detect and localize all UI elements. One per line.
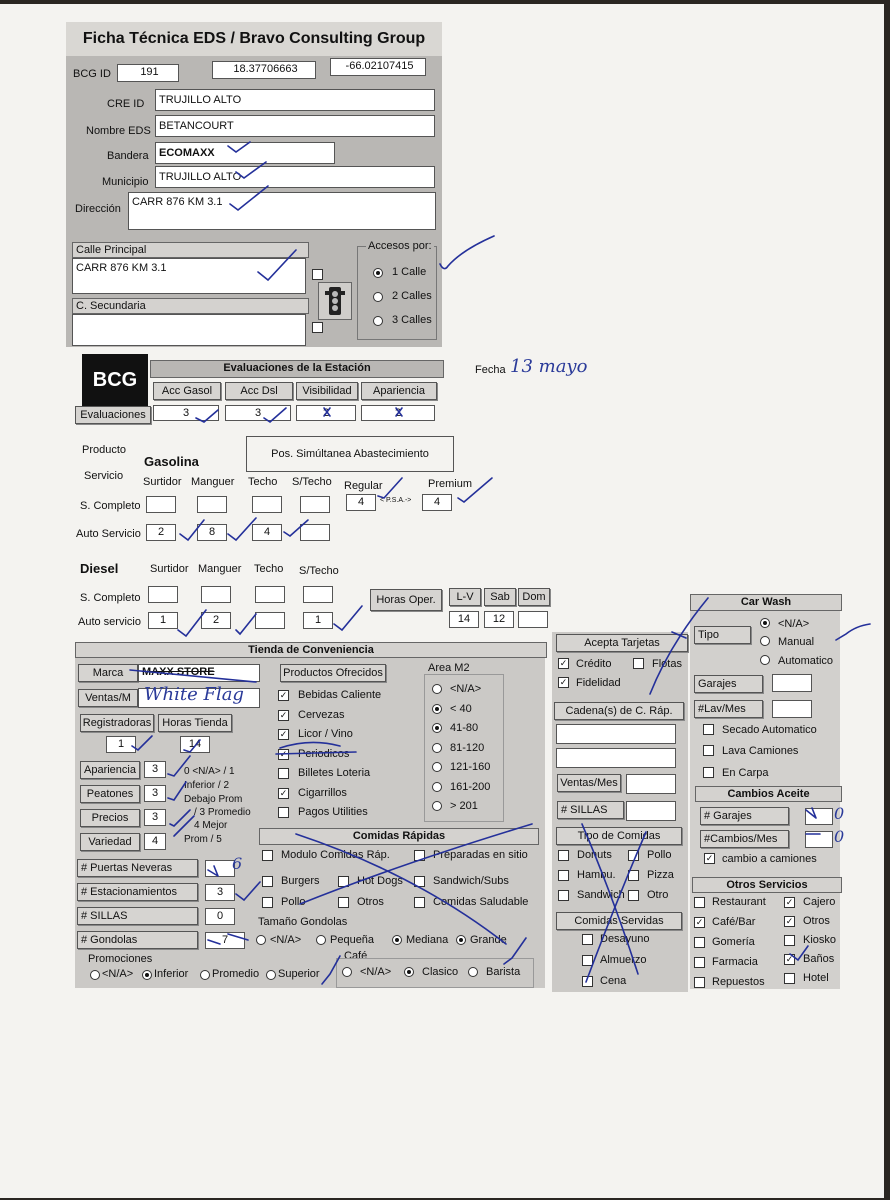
horas-oper-button[interactable]: Horas Oper.	[370, 589, 442, 611]
carwash-garajes-label: Garajes	[694, 675, 763, 693]
scale-1: 0 <N/A> / 1	[184, 766, 235, 777]
comidas-servidas-header: Comidas Servidas	[556, 912, 682, 930]
productos-header: Productos Ofrecidos	[280, 664, 386, 682]
acc-dsl-value[interactable]: 3	[225, 405, 291, 421]
producto-label: Pagos Utilities	[298, 806, 368, 818]
cadena-ventas-label: Ventas/Mes	[557, 774, 621, 792]
marca-field[interactable]: MAXX STORE	[138, 664, 260, 682]
nombre-eds-field[interactable]: BETANCOURT	[155, 115, 435, 137]
gondolas-field[interactable]: 7	[205, 932, 245, 949]
dsl-col-stecho: S/Techo	[299, 565, 339, 577]
longitude-field[interactable]: -66.02107415	[330, 58, 426, 76]
tipo-comida-option: Donuts	[577, 849, 612, 861]
apariencia-field[interactable]: 3	[144, 761, 166, 778]
fecha-label: Fecha	[475, 364, 506, 376]
comida-option: Sandwich/Subs	[433, 875, 509, 887]
acc-gasol-col: Acc Gasol	[153, 382, 221, 400]
fidelidad-label: Fidelidad	[576, 677, 621, 689]
comida-option: Hot Dogs	[357, 875, 403, 887]
carwash-header: Car Wash	[690, 594, 842, 611]
acc-gasol-value[interactable]: 3	[153, 405, 219, 421]
producto-label: Cigarrillos	[298, 786, 347, 799]
promocion-option: Superior	[278, 968, 320, 980]
tamano-option: Mediana	[406, 934, 449, 946]
calle-principal-field[interactable]: CARR 876 KM 3.1	[72, 258, 306, 294]
tamano-option: Pequeña	[330, 934, 375, 946]
servida-option: Almuerzo	[600, 954, 647, 966]
comidas-header: Comidas Rápidas	[259, 828, 539, 845]
scale-3: Debajo Prom	[184, 794, 243, 805]
flotas-label: Flotas	[652, 658, 682, 670]
area-option: 161-200	[450, 780, 491, 793]
visibilidad-value[interactable]: 2	[296, 405, 356, 421]
dsl-col-techo: Techo	[254, 563, 284, 575]
promociones-label: Promociones	[88, 953, 153, 965]
regular-field[interactable]: 4	[346, 494, 376, 511]
dsl-auto-servicio-label: Auto servicio	[78, 616, 141, 628]
horas-tienda-label: Horas Tienda	[158, 714, 232, 732]
carwash-lav-label: #Lav/Mes	[694, 700, 763, 718]
bcg-id-label: BCG ID	[73, 68, 111, 80]
accesos-label: Accesos por:	[368, 240, 432, 252]
precios-label: Precios	[80, 809, 140, 827]
servicio-label: Servicio	[84, 470, 124, 482]
promocion-option: Inferior	[154, 968, 189, 980]
apariencia-col: Apariencia	[361, 382, 437, 400]
variedad-field[interactable]: 4	[144, 833, 166, 850]
en-carpa-label: En Carpa	[722, 767, 769, 779]
otros-right-checkbox[interactable]: ✓	[785, 897, 794, 907]
calle-principal-label: Calle Principal	[72, 242, 309, 258]
dsl-as-stecho[interactable]: 1	[303, 612, 333, 629]
carwash-auto-label: Automatico	[778, 655, 834, 667]
nombre-eds-label: Nombre EDS	[86, 125, 151, 137]
gas-as-surtidor[interactable]: 2	[146, 524, 176, 541]
bcg-logo: BCG	[82, 354, 148, 406]
tipo-comida-option: Otro	[647, 889, 669, 901]
puertas-label: # Puertas Neveras	[77, 859, 198, 877]
registradoras-field[interactable]: 1	[106, 736, 136, 753]
scale-6: Prom / 5	[184, 834, 222, 845]
producto-label: Periodicos	[298, 747, 350, 760]
scale-4: / 3 Promedio	[194, 807, 251, 818]
cadena-header: Cadena(s) de C. Ráp.	[554, 702, 684, 720]
producto-checkbox[interactable]: ✓	[279, 748, 288, 759]
tarjetas-header: Acepta Tarjetas	[556, 634, 688, 652]
gas-s-completo-label: S. Completo	[80, 500, 141, 512]
otros-left-label: Café/Bar	[712, 916, 756, 928]
tienda-header: Tienda de Conveniencia	[75, 642, 547, 658]
aceite-garajes-handwritten: 0	[834, 804, 845, 823]
tipo-comida-option: Hambu.	[577, 869, 616, 881]
area-option: 81-120	[450, 741, 485, 754]
hours-lv-field[interactable]: 14	[449, 611, 479, 628]
area-option: <N/A>	[450, 683, 482, 695]
dsl-col-surtidor: Surtidor	[150, 563, 189, 575]
lava-camiones-label: Lava Camiones	[722, 745, 799, 757]
ventas-label: Ventas/M	[78, 689, 138, 707]
otros-left-label: Farmacia	[712, 956, 758, 968]
horas-tienda-field[interactable]: 14	[180, 736, 210, 753]
gas-col-stecho: S/Techo	[292, 476, 332, 488]
dsl-as-manguer[interactable]: 2	[201, 612, 231, 629]
otros-left-checkbox[interactable]: ✓	[695, 917, 704, 927]
area-option: 121-160	[450, 761, 491, 773]
peatones-label: Peatones	[80, 785, 140, 803]
fecha-handwritten: 13 mayo	[510, 356, 588, 377]
paper-sheet	[0, 4, 884, 1198]
evaluaciones-header: Evaluaciones de la Estación	[150, 360, 444, 378]
gas-col-techo: Techo	[248, 476, 278, 488]
tienda-sillas-label: # SILLAS	[77, 907, 198, 925]
accesos-option-3: 3 Calles	[392, 314, 432, 326]
gasolina-title: Gasolina	[144, 454, 199, 469]
cafe-option: <N/A>	[360, 966, 392, 978]
otros-right-checkbox[interactable]: ✓	[785, 916, 794, 926]
carwash-na-label: <N/A>	[778, 618, 810, 630]
producto-label: Producto	[82, 444, 127, 456]
dsl-s-completo-label: S. Completo	[80, 592, 141, 604]
comida-option: Burgers	[281, 875, 320, 887]
direccion-label: Dirección	[75, 203, 121, 215]
scale-5: 4 Mejor	[194, 820, 228, 831]
otros-right-checkbox[interactable]: ✓	[785, 954, 794, 964]
precios-field[interactable]: 3	[144, 809, 166, 826]
credito-checkbox[interactable]: ✓	[559, 658, 568, 668]
gas-col-manguer: Manguer	[191, 476, 235, 488]
diesel-title: Diesel	[80, 561, 119, 576]
servida-option: Cena	[600, 975, 627, 987]
cre-id-field[interactable]: TRUJILLO ALTO	[155, 89, 435, 111]
pos-simultanea-label: Pos. Simúltanea Abastecimiento	[246, 436, 454, 472]
bandera-label: Bandera	[107, 150, 149, 162]
area-option: 41-80	[450, 722, 479, 734]
tipo-comidas-header: Tipo de Comidas	[556, 827, 682, 845]
aceite-cambios-label: #Cambios/Mes	[700, 830, 789, 848]
otros-left-label: Repuestos	[712, 976, 765, 988]
registradoras-label: Registradoras	[80, 714, 154, 732]
comida-option: Comidas Saludable	[433, 896, 529, 908]
apariencia-label: Apariencia	[80, 761, 140, 779]
tamano-option: Grande	[470, 934, 507, 946]
estacionamientos-label: # Estacionamientos	[77, 883, 198, 901]
gas-auto-servicio-label: Auto Servicio	[76, 528, 141, 540]
cafe-option: Clasico	[422, 966, 459, 978]
accesos-option-1: 1 Calle	[392, 266, 427, 278]
peatones-field[interactable]: 3	[144, 785, 166, 802]
secado-label: Secado Automatico	[722, 724, 817, 736]
area-label: Area M2	[428, 662, 470, 674]
otros-right-label: Kiosko	[803, 934, 837, 946]
psa-label: < P.S.A.->	[380, 497, 412, 504]
carwash-tipo-label: Tipo	[694, 626, 751, 644]
premium-label: Premium	[428, 478, 473, 490]
form-title: Ficha Técnica EDS / Bravo Consulting Group	[66, 22, 442, 56]
producto-checkbox[interactable]: ✓	[279, 709, 288, 720]
puertas-handwritten: 6	[232, 854, 243, 873]
comida-option: Preparadas en sitio	[433, 849, 528, 861]
hours-sab-field[interactable]: 12	[484, 611, 514, 628]
producto-label: Licor / Vino	[298, 728, 353, 740]
servida-option: Desayuno	[600, 933, 650, 945]
cadena-sillas-label: # SILLAS	[557, 801, 624, 819]
promocion-option: Promedio	[212, 968, 260, 980]
producto-label: Cervezas	[298, 708, 345, 721]
municipio-label: Municipio	[102, 176, 149, 188]
municipio-field[interactable]: TRUJILLO ALTO	[155, 166, 435, 188]
latitude-field[interactable]: 18.37706663	[212, 61, 316, 79]
bandera-field[interactable]: ECOMAXX	[155, 142, 335, 164]
variedad-label: Variedad	[80, 833, 140, 851]
producto-checkbox[interactable]: ✓	[279, 729, 288, 739]
marca-label: Marca	[78, 664, 138, 682]
gas-col-surtidor: Surtidor	[143, 476, 182, 488]
premium-field[interactable]: 4	[422, 494, 452, 511]
otros-right-label: Otros	[803, 915, 830, 927]
otros-right-label: Hotel	[803, 972, 829, 984]
cafe-option: Barista	[486, 966, 521, 978]
carwash-manual-label: Manual	[778, 636, 815, 648]
direccion-field[interactable]: CARR 876 KM 3.1	[128, 192, 436, 230]
comida-option: Pollo	[281, 896, 306, 908]
cafe-label: Café	[344, 950, 368, 962]
gas-as-techo[interactable]: 4	[252, 524, 282, 541]
tipo-comida-option: Pizza	[647, 869, 674, 881]
producto-label: Bebidas Caliente	[298, 689, 382, 701]
handwritten-marks	[0, 4, 884, 1198]
credito-label: Crédito	[576, 658, 612, 670]
otros-left-label: Gomería	[712, 936, 755, 948]
hours-day-dom: Dom	[518, 588, 550, 606]
cre-id-label: CRE ID	[107, 98, 145, 110]
comida-option: Modulo Comidas Ráp.	[281, 849, 390, 861]
visibilidad-col: Visibilidad	[296, 382, 358, 400]
aceite-header: Cambios Aceite	[695, 786, 842, 802]
tienda-sillas-field[interactable]: 0	[205, 908, 235, 925]
tamano-option: <N/A>	[270, 934, 302, 946]
regular-label: Regular	[344, 480, 383, 492]
dsl-col-manguer: Manguer	[198, 563, 242, 575]
evaluaciones-button[interactable]: Evaluaciones	[75, 406, 151, 424]
dsl-as-surtidor[interactable]: 1	[148, 612, 178, 629]
accesos-option-2: 2 Calles	[392, 290, 432, 302]
acc-dsl-col: Acc Dsl	[225, 382, 293, 400]
gas-as-manguer[interactable]: 8	[197, 524, 227, 541]
tipo-comida-option: Pollo	[647, 849, 672, 861]
calle-secundaria-label: C. Secundaria	[72, 298, 309, 314]
hours-day-lv: L-V	[449, 588, 481, 606]
gondolas-label: # Gondolas	[77, 931, 198, 949]
bcg-id-field[interactable]: 191	[117, 64, 179, 82]
estacionamientos-field[interactable]: 3	[205, 884, 235, 901]
apariencia-value[interactable]: 2	[361, 405, 435, 421]
fidelidad-checkbox[interactable]: ✓	[559, 677, 568, 687]
producto-checkbox[interactable]: ✓	[279, 690, 288, 700]
cambio-camiones-checkbox[interactable]: ✓	[705, 853, 714, 863]
ventas-handwritten: White Flag	[144, 684, 244, 705]
hours-day-sab: Sab	[484, 588, 516, 606]
area-option: < 40	[450, 702, 472, 715]
otros-left-label: Restaurant	[712, 896, 766, 908]
tamano-label: Tamaño Gondolas	[258, 916, 348, 928]
scale-2: Inferior / 2	[184, 780, 230, 791]
otros-right-label: Baños	[803, 953, 835, 965]
comida-option: Otros	[357, 896, 384, 908]
area-option: > 201	[450, 800, 478, 812]
otros-header: Otros Servicios	[692, 877, 842, 893]
cambio-camiones-label: cambio a camiones	[722, 853, 817, 865]
producto-label: Billetes Loteria	[298, 767, 371, 779]
promocion-option: <N/A>	[102, 968, 134, 980]
tipo-comida-option: Sandwich	[577, 889, 625, 901]
aceite-cambios-handwritten: 0	[834, 827, 845, 846]
otros-right-label: Cajero	[803, 896, 836, 908]
producto-checkbox[interactable]: ✓	[279, 787, 288, 798]
aceite-garajes-label: # Garajes	[700, 807, 789, 825]
